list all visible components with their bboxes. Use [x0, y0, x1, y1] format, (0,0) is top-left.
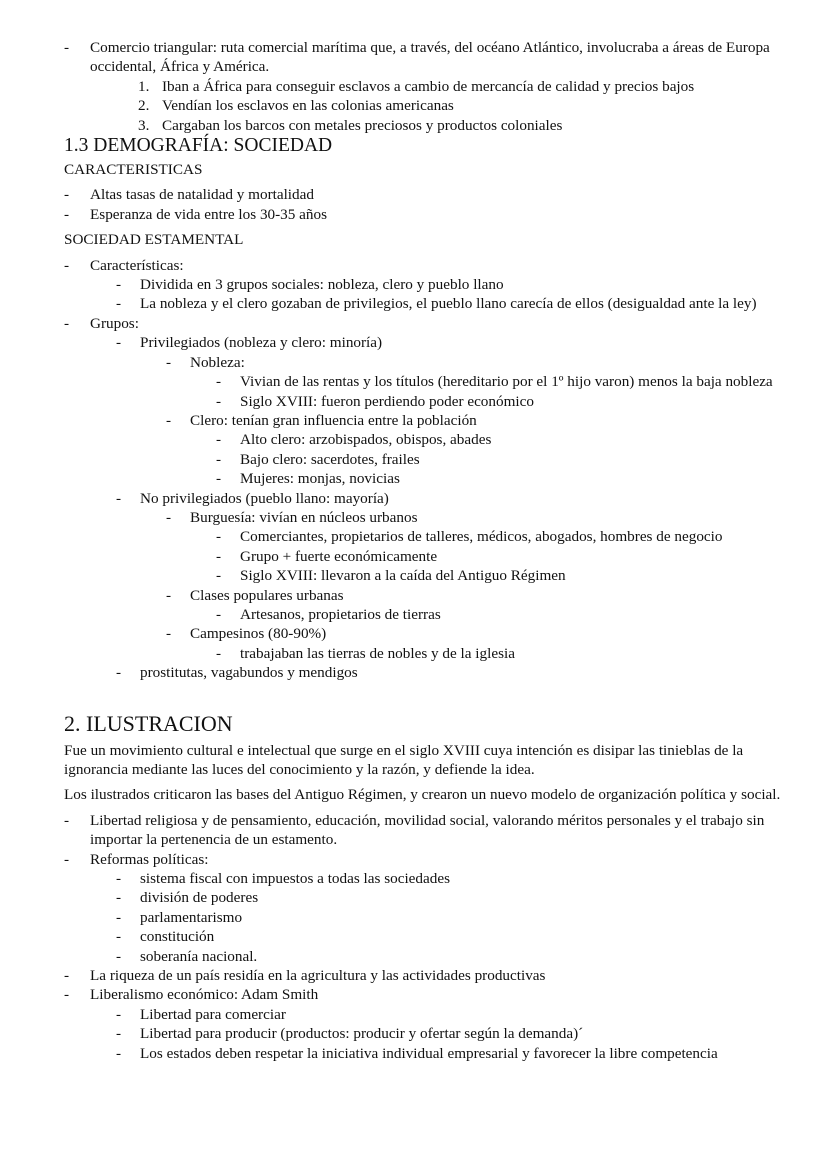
bullet-dash: -: [64, 967, 70, 985]
bullet-dash: -: [116, 664, 122, 682]
bullet-dash: -: [116, 1005, 122, 1023]
numbered-list-item: [64, 77, 788, 96]
bullet-dash: -: [216, 431, 222, 449]
bullet-dash: -: [216, 373, 222, 391]
list-item-text: Iban a África para conseguir esclavos a cambio de mercancía de calidad y precios bajos: [162, 77, 695, 95]
list-item-text: No privilegiados (pueblo llano: mayoría): [140, 489, 389, 507]
numbered-list-item: [64, 116, 788, 135]
paragraph: SOCIEDAD ESTAMENTAL: [64, 231, 244, 249]
list-item-text: Alto clero: arzobispados, obispos, abades: [240, 431, 492, 449]
paragraph: Fue un movimiento cultural e intelectual que surge en el siglo XVIII cuya intención es disipar las tinieblas de la ignorancia mediante las luces del conocimiento y la razón, y defiende la idea.: [64, 741, 744, 778]
section-heading: 2. ILUSTRACION: [64, 710, 233, 736]
paragraph: Los ilustrados criticaron las bases del Antiguo Régimen, y crearon un nuevo modelo de organización política y social.: [64, 786, 781, 804]
bullet-list-item: [64, 624, 788, 643]
bullet-dash: -: [166, 625, 172, 643]
list-item-text: Clero: tenían gran influencia entre la población: [190, 411, 477, 429]
bullet-list-item: [64, 547, 788, 566]
bullet-list-item: [64, 372, 788, 391]
bullet-list-item: [64, 450, 788, 469]
bullet-list-item: [64, 38, 788, 77]
bullet-list-item: [64, 850, 788, 869]
bullet-dash: -: [64, 205, 70, 223]
bullet-dash: -: [216, 547, 222, 565]
bullet-dash: -: [116, 908, 122, 926]
list-item-text: Los estados deben respetar la iniciativa individual empresarial y favorecer la libre competencia: [140, 1044, 718, 1062]
bullet-dash: -: [64, 314, 70, 332]
list-item-text: Características:: [90, 256, 184, 274]
bullet-list-item: [64, 947, 788, 966]
bullet-dash: -: [166, 508, 172, 526]
bullet-dash: -: [216, 644, 222, 662]
list-item-text: Grupos:: [90, 314, 139, 332]
bullet-list-item: [64, 586, 788, 605]
bullet-dash: -: [116, 276, 122, 294]
paragraph: CARACTERISTICAS: [64, 161, 203, 179]
list-item-text: constitución: [140, 928, 215, 946]
bullet-list-item: [64, 430, 788, 449]
bullet-list-item: [64, 392, 788, 411]
list-item-text: Grupo + fuerte económicamente: [240, 547, 438, 565]
list-item-text: parlamentarismo: [140, 908, 243, 926]
bullet-list-item: [64, 294, 788, 313]
bullet-list-item: [64, 205, 788, 224]
bullet-dash: -: [216, 470, 222, 488]
bullet-dash: -: [64, 986, 70, 1004]
bullet-dash: -: [216, 392, 222, 410]
list-item-text: Mujeres: monjas, novicias: [240, 470, 400, 488]
bullet-list-item: [64, 869, 788, 888]
list-item-text: Reformas políticas:: [90, 850, 209, 868]
list-item-text: Dividida en 3 grupos sociales: nobleza, clero y pueblo llano: [140, 276, 504, 294]
list-item-text: Libertad para producir (productos: producir y ofertar según la demanda)´: [140, 1025, 584, 1043]
bullet-list-item: [64, 966, 788, 985]
bullet-list-item: [64, 411, 788, 430]
bullet-dash: -: [64, 256, 70, 274]
bullet-dash: -: [166, 353, 172, 371]
list-item-text: soberanía nacional.: [140, 947, 258, 965]
list-item-text: Comerciantes, propietarios de talleres, médicos, abogados, hombres de negocio: [240, 528, 723, 546]
list-item-text: Libertad para comerciar: [140, 1005, 286, 1023]
list-item-text: Siglo XVIII: llevaron a la caída del Antiguo Régimen: [240, 567, 566, 585]
bullet-dash: -: [216, 605, 222, 623]
bullet-list-item: [64, 314, 788, 333]
list-item-text: prostitutas, vagabundos y mendigos: [140, 664, 358, 682]
bullet-dash: -: [64, 811, 70, 829]
list-number: 3.: [138, 116, 150, 134]
bullet-dash: -: [116, 334, 122, 352]
bullet-list-item: [64, 985, 788, 1004]
list-item-text: división de poderes: [140, 889, 259, 907]
bullet-dash: -: [116, 1025, 122, 1043]
bullet-dash: -: [216, 528, 222, 546]
bullet-dash: -: [116, 489, 122, 507]
list-item-text: La riqueza de un país residía en la agricultura y las actividades productivas: [90, 967, 546, 985]
bullet-dash: -: [64, 186, 70, 204]
list-item-text: Bajo clero: sacerdotes, frailes: [240, 450, 420, 468]
list-item-text: Libertad religiosa y de pensamiento, educación, movilidad social, valorando méritos personales y el trabajo sin importar la pertenencia de un estamento.: [90, 811, 765, 849]
list-item-text: Esperanza de vida entre los 30-35 años: [90, 205, 328, 223]
bullet-dash: -: [116, 295, 122, 313]
bullet-list-item: [64, 353, 788, 372]
document-page: [64, 38, 788, 1063]
list-item-text: Privilegiados (nobleza y clero: minoría): [140, 334, 383, 352]
bullet-dash: -: [216, 567, 222, 585]
bullet-list-item: [64, 927, 788, 946]
bullet-list-item: [64, 333, 788, 352]
bullet-list-item: [64, 1024, 788, 1043]
bullet-dash: -: [116, 1044, 122, 1062]
bullet-list-item: [64, 256, 788, 275]
bullet-dash: -: [216, 450, 222, 468]
list-item-text: Burguesía: vivían en núcleos urbanos: [190, 508, 418, 526]
bullet-list-item: [64, 508, 788, 527]
bullet-dash: -: [116, 947, 122, 965]
bullet-list-item: [64, 1005, 788, 1024]
list-item-text: sistema fiscal con impuestos a todas las sociedades: [140, 870, 451, 888]
bullet-list-item: [64, 566, 788, 585]
bullet-dash: -: [116, 889, 122, 907]
bullet-list-item: [64, 275, 788, 294]
bullet-dash: -: [64, 39, 70, 56]
bullet-list-item: [64, 605, 788, 624]
list-item-text: Artesanos, propietarios de tierras: [240, 605, 441, 623]
list-item-text: Nobleza:: [190, 353, 245, 371]
list-item-text: Clases populares urbanas: [190, 586, 344, 604]
section-heading: 1.3 DEMOGRAFÍA: SOCIEDAD: [64, 135, 333, 157]
bullet-list-item: [64, 469, 788, 488]
bullet-list-item: [64, 1044, 788, 1063]
list-item-text: Liberalismo económico: Adam Smith: [90, 986, 319, 1004]
bullet-list-item: [64, 811, 788, 850]
list-item-text: Siglo XVIII: fueron perdiendo poder económico: [240, 392, 534, 410]
list-item-text: trabajaban las tierras de nobles y de la iglesia: [240, 644, 515, 662]
list-item-text: Comercio triangular: ruta comercial marítima que, a través, del océano Atlántico, involucraba a áreas de Europa occidental, África y América.: [90, 39, 770, 76]
bullet-list-item: [64, 908, 788, 927]
bullet-list-item: [64, 888, 788, 907]
bullet-dash: -: [166, 411, 172, 429]
list-item-text: Cargaban los barcos con metales preciosos y productos coloniales: [162, 116, 563, 134]
list-item-text: La nobleza y el clero gozaban de privilegios, el pueblo llano carecía de ellos (desigualdad ante la ley): [140, 295, 757, 313]
list-item-text: Altas tasas de natalidad y mortalidad: [90, 186, 314, 204]
bullet-list-item: [64, 489, 788, 508]
list-number: 1.: [138, 77, 150, 95]
bullet-dash: -: [166, 586, 172, 604]
list-number: 2.: [138, 97, 150, 115]
list-item-text: Vendían los esclavos en las colonias americanas: [162, 97, 454, 115]
bullet-dash: -: [116, 870, 122, 888]
bullet-list-item: [64, 527, 788, 546]
list-item-text: Campesinos (80-90%): [190, 625, 327, 643]
bullet-list-item: [64, 644, 788, 663]
bullet-dash: -: [64, 850, 70, 868]
numbered-list-item: [64, 96, 788, 115]
list-item-text: Vivian de las rentas y los títulos (hereditario por el 1º hijo varon) menos la baja nobleza: [240, 373, 773, 391]
bullet-list-item: [64, 185, 788, 204]
bullet-dash: -: [116, 928, 122, 946]
bullet-list-item: [64, 663, 788, 682]
